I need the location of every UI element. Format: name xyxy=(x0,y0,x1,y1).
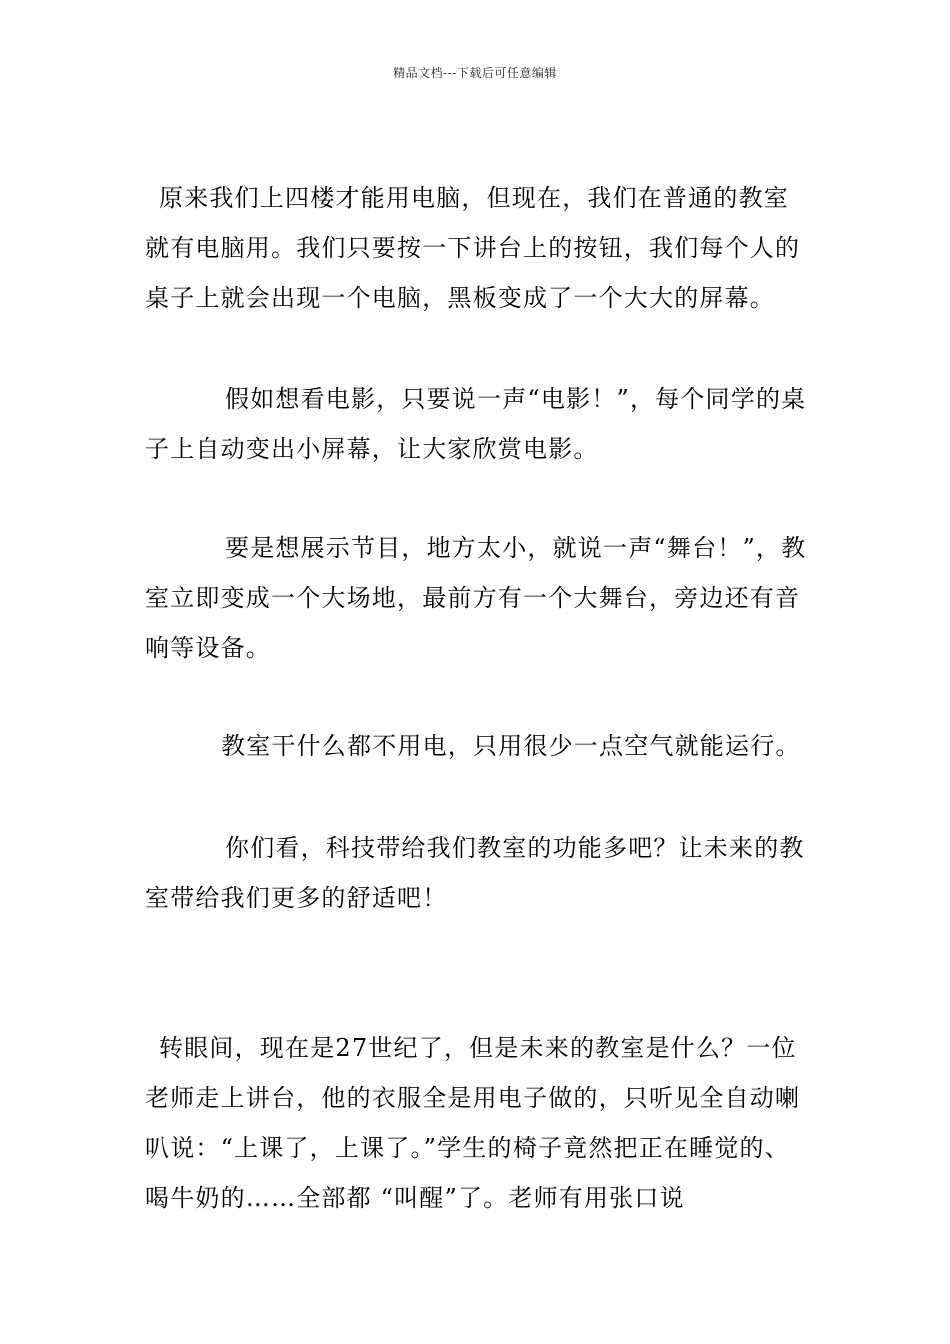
paragraph-1: 原来我们上四楼才能用电脑，但现在，我们在普通的教室就有电脑用。我们只要按一下讲台上的按钮，我们每个人的桌子上就会出现一个电脑，黑板变成了一个大大的屏幕。 xyxy=(145,184,801,312)
paragraph-4: 教室干什么都不用电，只用很少一点空气就能运行。 xyxy=(221,732,801,760)
paragraph-3: 要是想展示节目，地方太小，就说一声“舞台！”，教室立即变成一个大场地，最前方有一个大舞台，旁边还有音响等设备。 xyxy=(145,534,807,662)
page-header: 精品文档---下载后可任意编辑 xyxy=(393,66,557,80)
paragraph-2: 假如想看电影，只要说一声“电影！”，每个同学的桌子上自动变出小屏幕，让大家欣赏电影。 xyxy=(145,385,807,463)
paragraph-5: 你们看，科技带给我们教室的功能多吧？让未来的教室带给我们更多的舒适吧！ xyxy=(145,834,805,912)
paragraph-6: 转眼间，现在是27世纪了，但是未来的教室是什么？一位老师走上讲台，他的衣服全是用电子做的，只听见全自动喇叭说：“上课了，上课了。”学生的椅子竟然把正在睡觉的、喝牛奶的……全部都 “叫醒”了。老师有用张口说 xyxy=(145,1034,801,1212)
